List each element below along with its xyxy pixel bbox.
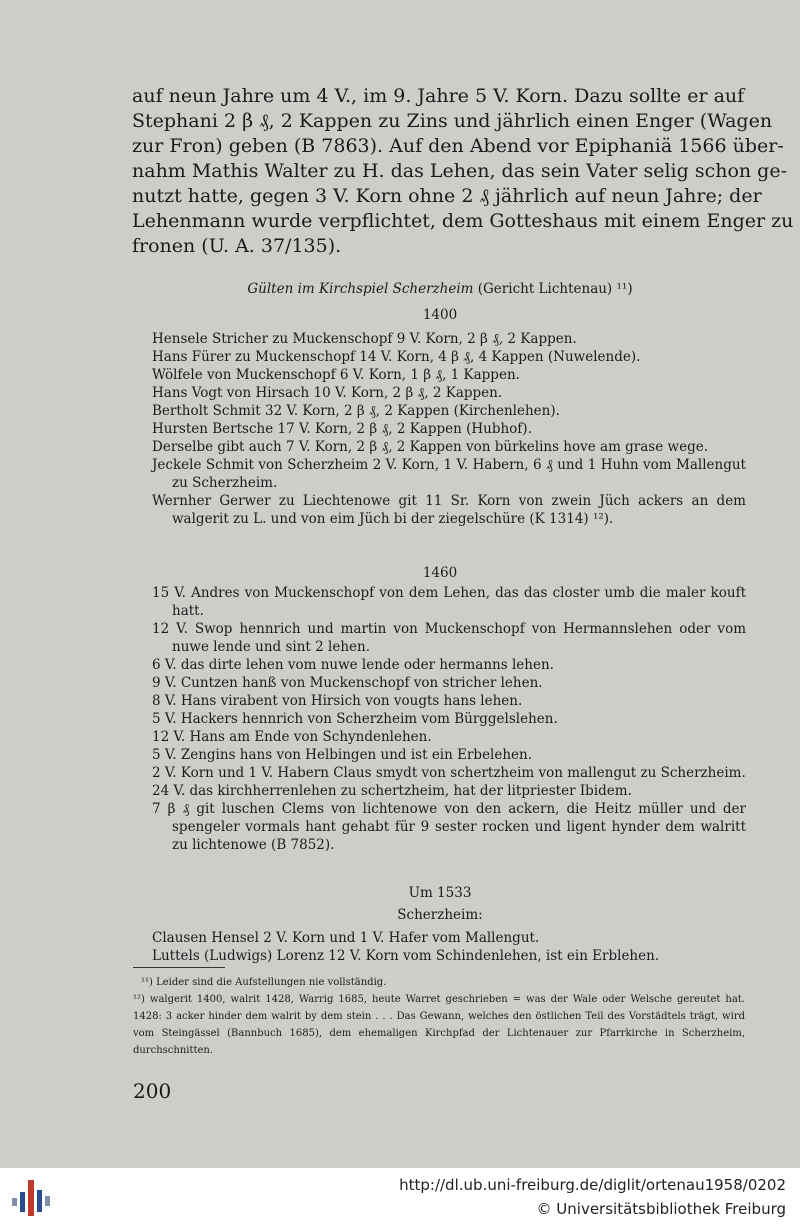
entries-1400 (152, 330, 746, 528)
list-item: Wölfele von Muckenschopf 6 V. Korn, 1 β ₰, 1 Kappen. (152, 367, 520, 383)
section-title (130, 280, 750, 298)
intro-line: fronen (U. A. 37/135). (132, 235, 342, 257)
list-item: Jeckele Schmit von Scherzheim 2 V. Korn, 1 V. Habern, 6 ₰ und 1 Huhn vom Mallengut zu Scherzheim. (152, 457, 746, 491)
list-item: 2 V. Korn und 1 V. Habern Claus smydt von schertzheim von mallengut zu Scherzheim. (152, 765, 746, 781)
section-title-rest: (Gericht Lichtenau) ¹¹) (473, 281, 633, 297)
list-item: 24 V. das kirchherrenlehen zu schertzheim, hat der litpriester Ibidem. (152, 783, 632, 799)
list-item: 12 V. Hans am Ende von Schyndenlehen. (152, 729, 432, 745)
list-item: 6 V. das dirte lehen vom nuwe lende oder hermanns lehen. (152, 657, 554, 673)
intro-line: Lehenmann wurde verpflichtet, dem Gotteshaus mit einem Enger zu (132, 210, 794, 232)
footnotes (133, 974, 745, 1059)
page-number: 200 (133, 1079, 172, 1103)
list-item: 5 V. Hackers hennrich von Scherzheim vom Bürggelslehen. (152, 711, 558, 727)
list-item: 8 V. Hans virabent von Hirsich von vougts hans lehen. (152, 693, 523, 709)
list-item: 9 V. Cuntzen hanß von Muckenschopf von stricher lehen. (152, 675, 543, 691)
permalink-url[interactable]: http://dl.ub.uni-freiburg.de/diglit/ortenau1958/0202 (399, 1176, 786, 1194)
list-item: 5 V. Zengins hans von Helbingen und ist ein Erbelehen. (152, 747, 533, 763)
place-heading-1533: Scherzheim: (397, 907, 483, 923)
year-heading-1533: Um 1533 (408, 885, 472, 901)
list-item: Hans Vogt von Hirsach 10 V. Korn, 2 β ₰, 2 Kappen. (152, 385, 503, 401)
list-item: Hans Fürer zu Muckenschopf 14 V. Korn, 4 β ₰, 4 Kappen (Nuwelende). (152, 349, 641, 365)
footnote-divider (133, 967, 225, 968)
copyright-notice: © Universitätsbibliothek Freiburg (536, 1200, 786, 1218)
intro-line: auf neun Jahre um 4 V., im 9. Jahre 5 V. Korn. Dazu sollte er auf (132, 85, 745, 107)
list-item: 12 V. Swop hennrich und martin von Muckenschopf von Hermannslehen oder vom nuwe lende und sint 2 lehen. (152, 621, 746, 655)
footnote-11: ¹¹) Leider sind die Aufstellungen nie vollständig. (141, 977, 387, 988)
list-item: Bertholt Schmit 32 V. Korn, 2 β ₰, 2 Kappen (Kirchenlehen). (152, 403, 560, 419)
year-heading-1460: 1460 (422, 565, 458, 581)
list-item: Wernher Gerwer zu Liechtenowe git 11 Sr. Korn von zwein Jüch ackers an dem walgerit zu L. und von eim Jüch bi der ziegelschüre (K 1314) ¹²). (152, 493, 746, 527)
intro-line: Stephani 2 β ₰, 2 Kappen zu Zins und jährlich einen Enger (Wagen (132, 110, 773, 132)
list-item: Luttels (Ludwigs) Lorenz 12 V. Korn vom Schindenlehen, ist ein Erblehen. (152, 948, 660, 964)
section-title-italic: Gülten im Kirchspiel Scherzheim (247, 281, 474, 297)
list-item: Hensele Stricher zu Muckenschopf 9 V. Korn, 2 β ₰, 2 Kappen. (152, 331, 577, 347)
list-item: Derselbe gibt auch 7 V. Korn, 2 β ₰, 2 Kappen von bürkelins hove am grase wege. (152, 439, 708, 455)
list-item: 15 V. Andres von Muckenschopf von dem Lehen, das das closter umb die maler kouft hatt. (152, 585, 746, 619)
entries-1460 (152, 584, 746, 854)
footnote-12: ¹²) walgerit 1400, walrit 1428, Warrig 1685, heute Warret geschrieben = was der Wale oder Welsche gereutet hat. 1428: 3 acker hinder dem walrit by dem stein . . . Das Gewann, welches den östlichen Teil des Vorstädtels trägt, wird vom Steingässel (Bannbuch 1685), dem ehemaligen Kirchpfad der Lichtenauer zur Pfarrkirche in Scherzheim, durchschnitten. (133, 994, 745, 1056)
year-heading-1400: 1400 (422, 307, 458, 323)
intro-line: zur Fron) geben (B 7863). Auf den Abend vor Epiphaniä 1566 über- (132, 135, 784, 157)
entries-1533 (152, 929, 746, 965)
intro-line: nahm Mathis Walter zu H. das Lehen, das sein Vater selig schon ge- (132, 160, 787, 182)
library-logo-icon (10, 1176, 54, 1220)
list-item: Hursten Bertsche 17 V. Korn, 2 β ₰, 2 Kappen (Hubhof). (152, 421, 532, 437)
viewer-footer (0, 1168, 800, 1226)
list-item: Clausen Hensel 2 V. Korn und 1 V. Hafer vom Mallengut. (152, 930, 540, 946)
list-item: 7 β ₰ git luschen Clems von lichtenowe von den ackern, die Heitz müller und der spengeler vormals hant gehabt für 9 sester rocken und ligent hynder dem walritt zu lichtenowe (B 7852). (152, 801, 746, 853)
intro-line: nutzt hatte, gegen 3 V. Korn ohne 2 ₰ jährlich auf neun Jahre; der (132, 185, 762, 207)
intro-paragraph (132, 84, 794, 259)
